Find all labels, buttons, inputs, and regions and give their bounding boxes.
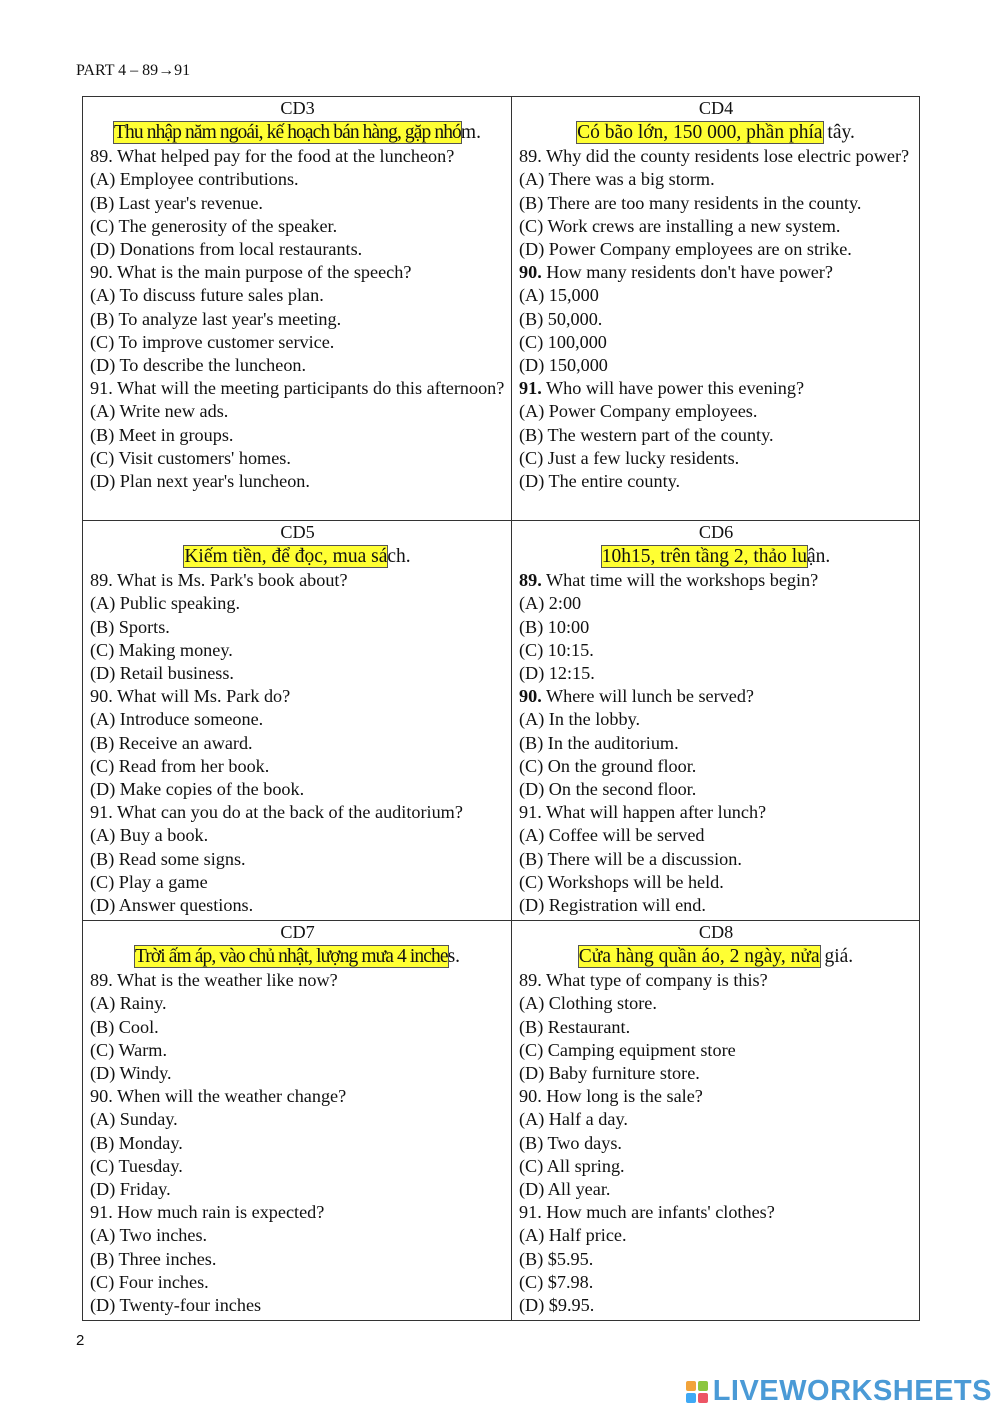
answer-option: (A) Rainy. [90,993,167,1014]
cd-label: CD6 [698,522,734,542]
answer-option: (D) Registration will end. [519,895,706,916]
answer-option: (D) Answer questions. [90,895,254,916]
question [90,801,505,824]
answer-option: (C) Camping equipment store [519,1039,736,1060]
question [519,1201,913,1224]
logo-square-icon [698,1381,708,1391]
answer-option: (A) To discuss future sales plan. [90,285,324,306]
answer-option: (C) Play a game [90,871,208,892]
answer-option: (D) Plan next year's luncheon. [90,471,310,492]
answer-option: (D) Power Company employees are on strike. [519,239,852,260]
answer-option: (B) 50,000. [519,308,603,329]
answer-option: (B) Receive an award. [90,732,253,753]
question-text: 89. What is the weather like now? [90,970,338,991]
answer-option: (D) $9.95. [519,1295,595,1316]
answer-option: (C) 100,000 [519,331,607,352]
question [519,969,913,992]
summary-note [519,544,913,569]
answer-option: (C) Visit customers' homes. [90,447,291,468]
answer-option: (B) Monday. [90,1132,183,1153]
question-number: 90. [519,686,542,707]
question [90,1085,505,1108]
question [519,377,913,400]
summary-highlight: Thu nhập năm ngoái, kế hoạch bán hàng, gặp nhó [114,122,461,144]
answer-option: (C) Just a few lucky residents. [519,447,740,468]
answer-option: (B) Cool. [90,1016,159,1037]
question-text: 89. What is Ms. Park's book about? [90,570,348,591]
question [90,145,505,168]
answer-option: (C) All spring. [519,1155,625,1176]
summary-highlight: Trời ấm áp, vào chủ nhật, lượng mưa 4 inche [134,946,448,968]
summary-note [90,120,505,145]
summary-note [519,944,913,969]
answer-option: (B) To analyze last year's meeting. [90,308,342,329]
cd5-cell [83,521,512,921]
answer-option: (D) The entire county. [519,471,681,492]
answer-option: (A) Introduce someone. [90,709,264,730]
answer-option: (A) Buy a book. [90,825,209,846]
answer-option: (D) 150,000 [519,355,608,376]
question-number: 90. [519,262,542,283]
question [519,685,913,708]
cd4-cell [512,97,920,521]
answer-option: (D) Windy. [90,1063,172,1084]
question-text: 90. When will the weather change? [90,1086,347,1107]
answer-option: (B) There are too many residents in the county. [519,192,862,213]
answer-option: (B) In the auditorium. [519,732,679,753]
question-text: 89. What helped pay for the food at the luncheon? [90,146,455,167]
page-number: 2 [76,1332,85,1349]
answer-option: (D) Twenty-four inches [90,1295,262,1316]
answer-option: (D) On the second floor. [519,779,697,800]
answer-option: (A) 2:00 [519,593,582,614]
question-text: 89. What type of company is this? [519,970,768,991]
answer-option: (A) Sunday. [90,1109,178,1130]
liveworksheets-logo-icon [686,1381,708,1403]
summary-note [90,944,505,969]
cd-label: CD7 [280,922,315,942]
answer-option: (A) Power Company employees. [519,401,758,422]
answer-option: (B) Three inches. [90,1248,217,1269]
answer-option: (C) Tuesday. [90,1155,183,1176]
answer-option: (A) 15,000 [519,285,599,306]
answer-option: (C) Warm. [90,1039,167,1060]
answer-option: (A) Half price. [519,1225,627,1246]
question [90,569,505,592]
answer-option: (D) Make copies of the book. [90,779,305,800]
question-text: 90. What will Ms. Park do? [90,686,291,707]
summary-rest: tây. [822,122,855,144]
answer-option: (A) Clothing store. [519,993,657,1014]
summary-rest: ch. [387,546,411,568]
question [90,377,505,400]
answer-option: (C) 10:15. [519,639,594,660]
summary-rest: giá. [819,946,854,968]
answer-option: (B) Two days. [519,1132,622,1153]
question [519,261,913,284]
question-text: 91. What will the meeting participants do this afternoon? [90,378,505,399]
answer-option: (C) Making money. [90,639,233,660]
answer-option: (B) Sports. [90,616,170,637]
answer-option: (D) 12:15. [519,663,595,684]
answer-option: (B) Read some signs. [90,848,246,869]
page-title: PART 4 – 89→91 [76,62,191,79]
question-number: 91. [519,378,542,399]
summary-rest: ận. [806,546,831,568]
question [90,969,505,992]
answer-option: (C) Four inches. [90,1271,209,1292]
question [519,145,913,168]
question-text: 91. What can you do at the back of the auditorium? [90,802,463,823]
cd-label: CD3 [280,98,315,118]
answer-option: (A) Two inches. [90,1225,208,1246]
question-text: Who will have power this evening? [541,378,805,399]
question-number: 89. [519,570,542,591]
answer-option: (D) Donations from local restaurants. [90,239,363,260]
answer-option: (B) There will be a discussion. [519,848,742,869]
answer-option: (C) Workshops will be held. [519,871,724,892]
question-text: 91. What will happen after lunch? [519,802,767,823]
question [90,1201,505,1224]
answer-option: (B) Last year's revenue. [90,192,263,213]
answer-option: (B) Restaurant. [519,1016,631,1037]
question-text: 91. How much are infants' clothes? [519,1202,775,1223]
answer-option: (C) On the ground floor. [519,755,697,776]
summary-rest: s. [447,946,461,968]
cd-label: CD8 [698,922,734,942]
answer-option: (D) Baby furniture store. [519,1063,700,1084]
question [90,261,505,284]
answer-option: (A) Public speaking. [90,593,241,614]
answer-option: (D) All year. [519,1179,611,1200]
logo-square-icon [698,1393,708,1403]
brand-logo[interactable] [686,1375,992,1408]
answer-option: (D) To describe the luncheon. [90,355,307,376]
summary-note [90,544,505,569]
cd-label: CD5 [280,522,315,542]
answer-option: (C) Read from her book. [90,755,270,776]
question-text: 90. What is the main purpose of the speech? [90,262,412,283]
question [519,1085,913,1108]
answer-option: (C) Work crews are installing a new system. [519,215,841,236]
summary-highlight: Cửa hàng quần áo, 2 ngày, nửa [578,946,820,968]
summary-highlight: Có bão lớn, 150 000, phần phía [577,122,823,144]
question-text: 90. How long is the sale? [519,1086,703,1107]
answer-option: (A) Half a day. [519,1109,628,1130]
cd7-cell [83,921,512,1321]
question-text: What time will the workshops begin? [541,570,819,591]
answer-option: (A) Write new ads. [90,401,229,422]
question-text: 91. How much rain is expected? [90,1202,325,1223]
cd8-cell [512,921,920,1321]
question-text: How many residents don't have power? [541,262,833,283]
cd3-cell [83,97,512,521]
answer-option: (A) Coffee will be served [519,825,705,846]
cd-label: CD4 [698,98,734,118]
answer-option: (D) Friday. [90,1179,171,1200]
question [90,685,505,708]
logo-square-icon [686,1381,696,1391]
question [519,801,913,824]
answer-option: (A) There was a big storm. [519,169,715,190]
answer-option: (B) The western part of the county. [519,424,774,445]
answer-option: (C) The generosity of the speaker. [90,215,338,236]
answer-option: (D) Retail business. [90,663,234,684]
summary-highlight: 10h15, trên tầng 2, thảo lu [601,546,807,568]
worksheet-table [82,96,920,1321]
cd6-cell [512,521,920,921]
summary-note [519,120,913,145]
answer-option: (A) In the lobby. [519,709,641,730]
summary-rest: m. [460,122,481,144]
question-text: Where will lunch be served? [541,686,755,707]
answer-option: (B) 10:00 [519,616,590,637]
answer-option: (C) $7.98. [519,1271,594,1292]
summary-highlight: Kiếm tiền, để đọc, mua sá [184,546,388,568]
question [519,569,913,592]
answer-option: (C) To improve customer service. [90,331,335,352]
brand-name: LIVEWORKSHEETS [712,1375,992,1407]
question-text: 89. Why did the county residents lose electric power? [519,146,910,167]
answer-option: (B) $5.95. [519,1248,594,1269]
answer-option: (B) Meet in groups. [90,424,234,445]
logo-square-icon [686,1393,696,1403]
answer-option: (A) Employee contributions. [90,169,299,190]
